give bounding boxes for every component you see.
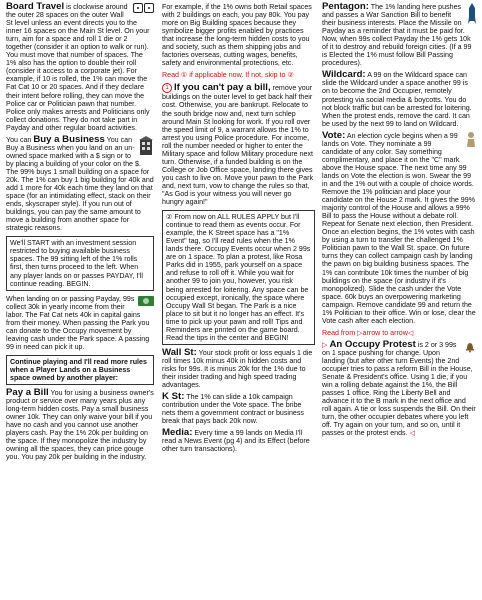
payday-section [6, 295, 154, 351]
read-note-text: Read ① if applicable now. If not, skip to ② [162, 71, 294, 80]
arrow-left-icon: ◁ [409, 429, 416, 438]
building-icon [138, 136, 154, 158]
occupy-protest-heading: An Occupy Protest [329, 338, 416, 350]
media-heading: Media: [162, 427, 193, 439]
continue-section [6, 355, 154, 385]
column-left [6, 3, 154, 465]
money-icon [138, 295, 154, 309]
k-st-text: The 1% can slide a 10k campaign contribution under the Vote space. The bribe nets them a government contract or business break that pays back 20k now. [162, 393, 304, 426]
all-rules-text: ② From now on ALL RULES APPLY but I'll continue to read them as events occur. For example, the K Street space has a "1% Event" tag, so I'll read rules when the 1% lands there. Occupy Events occur when 2 99s are on 1 space. To plan a protest, like Rosa Parks did in 1955, park yourself on a space and refuse to roll off it. While you wait for another 99 to join you, however, you risk being arrested for loitering. Any space can be occupied except, ironically, the space where Occupy Wall St began. The Park is a nice place to sit but it no longer has an effect. It's time to pick up your pawn and roll! Tips and Reminders are printed on the game board. Read the tips in the center and BEGIN! [166, 213, 311, 342]
vote-text: An election cycle begins when a 99 lands on Vote. They nominate a 99 candidate of any color. Say something complimentary, and place it on the "C" mark above the House space. The next time any 99 lands on Vote the election is won. Swear the 99 in and the 1% out with a couple of choice words. Remove the 1% politician and place your candidate on the House 2 mark. It gives the 99% majority control of the House and allows a 99% Bill to pass the House without a debate roll. Repeat for Senate next election, then President. Once an election begins, the 1% votes with cash by using a turn to transfer the challenged 1% Politician pawn to the Wall St. space. On future turns they can collect campaign cash by landing the pawn on big building business spaces. The 1% can contribute 10k times the number of big buildings on the space (or industry if it's monopolized). Slide the cash under the Vote space. 60k buys an overpowering marketing campaign. Remove candidate 99 and return the 1% Politician to their office. Win or lose, clear the Vote cash after each election. [322, 131, 476, 325]
all-rules-section [162, 210, 315, 345]
k-st-heading: K St: [162, 391, 185, 403]
read-from-text: Read from ▷arrow to arrow◁ [322, 328, 414, 337]
wall-st-section [162, 346, 315, 390]
pay-bill-text: You for using a business owner's product or service over many years plus any long-term hidden costs. Pay a small business owner 10k. They can only waive your bill if you have no cash and you cannot use another players cash. Pay the 1% 20k per building on the space. If they monopolize the industry by owning all the spaces, they can price gouge you. You pay 20k per building in the industry. [6, 389, 154, 462]
continue-text: Continue playing and I'll read more rules when a Player Lands on a Business space owned by another player: [10, 357, 147, 383]
buy-business-heading: Buy a Business [33, 133, 105, 145]
board-travel-heading: Board Travel [6, 1, 65, 12]
cant-pay-section [162, 83, 315, 206]
board-travel-section [6, 3, 154, 132]
column-right [322, 3, 476, 441]
wildcard-section [322, 71, 476, 127]
example-text: For example, if the 1% owns both Retail spaces with 2 buildings on each, you pay 80k. You pay more on Big Building spaces because they symbolize bigger profits enabled by practices that increase the long-term hidden costs to you and society, such as them shipping jobs and factories overseas, cutting wages, benefits, safety and environmental protections, etc. [162, 3, 312, 68]
pentagon-text: The 1% landing here pushes and passes a War Sanction Bill to benefit their business interests. Place the Missile on Payday as a reminder that it must be paid for. Now, when 99s collect Payday the 1% gets 10k of it to destroy and rebuild foreign cities. (If a 99 is Elected the 1% must follow Bill Passing procedures). [322, 3, 472, 68]
k-st-section [162, 393, 315, 425]
read-from-section [322, 329, 476, 337]
vote-heading: Vote: [322, 129, 346, 141]
missile-icon [468, 3, 476, 27]
wall-st-text: Your stock profit or loss equals 1 die roll times 10k minus 40k in hidden costs and risks for 99s. It is minus 20k for the 1% due to their insider trading and high speed trading advantages. [162, 348, 313, 390]
pawn-icon [466, 132, 476, 150]
media-section [162, 429, 315, 453]
media-text: Every time a 99 lands on Media I'll read a News Event (pg 4) and its Effect (before other turn transactions). [162, 429, 310, 454]
pentagon-heading: Pentagon: [322, 1, 369, 12]
number-one-icon: 1 [162, 83, 172, 93]
board-travel-text: is clockwise around the outer 28 spaces on the outer Wall St level unless an event directs you to the inner 16 spaces on the Main St level. On your turn, aim for a space and roll 1 die or 2 together (consider it an option to walk or run). You must move that number of spaces. The 1% also has the option to double their roll (consider it access to a corporate jet). For example, if 10 is rolled, the 1% can move the Fat Cat 10 or 20 spaces. And if they declare their intent before rolling, they can move the Police car or Politician pawn that number. Police only makes arrests and Politicians only collect donations. They do not take part in Payday and other regular board activities. [6, 3, 150, 132]
pentagon-section [322, 3, 476, 67]
dice-icon [133, 3, 154, 13]
bell-icon [464, 341, 476, 355]
wall-st-heading: Wall St: [162, 346, 197, 358]
cant-pay-heading: If you can't pay a bill, [173, 82, 271, 94]
wildcard-heading: Wildcard: [322, 69, 366, 81]
read-note-section [162, 71, 315, 79]
occupy-protest-text: is 2 or 3 99s on 1 space pushing for change. Upon landing (but after other turn Events) the 2nd occupier tries to pass a reform Bill in the House, Senate & President's office. Using 1 die, if you win a rolling debate against the 1%, the Bill passes 1 office. Ring the Liberty Bell and advance it to the B mark in the next office and roll again. A tie or loss suspends the Bill. On their turn, the other occupier debates where you left off. Try again on your turn, and so on, until it passes or the protest ends. [322, 340, 476, 438]
occupy-protest-section [322, 338, 476, 438]
cant-pay-text: remove your buildings on the outer level to get back half their cost. Otherwise, you are bankrupt. Relocate to the south bridge now and, next turn schlep around Main St looking for work. If you roll over the speed limit of 9, a warrant allows the 1% to arrest you using Police procedure. For income, roll the number needed or higher to enter the Military space and follow Military procedure next turn. Otherwise, if a funded building is on the College or Job Office space, landing there gives you cash to live on. Move your pawn to the Park and, next turn, vow to change the rules so that, "As God is your witness you will never go hungry again!" [162, 84, 314, 207]
pay-bill-heading: Pay a Bill [6, 387, 49, 399]
buy-business-text: You can Buy a Business when you land on an un-owned space marked with a $ sign or to by placing a building of your color on the $. The 99% buys 1 small building on a space for 20k. The 1% can buy 1 big building for 40k and add 1 more for 40k each time they land on that space (for an intimidating effect, stack on their ends, skyscraper style). If you run out of buildings, you can pay the same amount to move a building from another space for strategic reasons. [6, 135, 154, 233]
start-text: We'll START with an investment session restricted to buying available business spaces. The 99 sitting left of the 1% rolls first, then turns proceed to the left. When any player lands on or passes PAYDAY, I'll continue reading. BEGIN. [10, 239, 143, 288]
wildcard-text: A 99 on the Wildcard space can slide the Wildcard under a space another 99 is on to become the 2nd Occupier, remotely protesting via social media & boycotts. You do not block traffic but can be arrested for loitering. When the protest ends, remove the card. It can be used by the next 99 to land on Wildcard. [322, 71, 472, 128]
example-section [162, 3, 315, 67]
arrow-right-icon: ▷ [322, 340, 328, 349]
payday-text: When landing on or passing Payday, 99s collect 30k in yearly income from their labor. The Fat Cat nets 40k in capital gains from their money. When passing the Park you can donate to the Occupy movement by leaving cash under the Park space. A passing 99 in need can pick it up. [6, 294, 150, 351]
column-middle [162, 3, 315, 457]
buy-business-section [6, 133, 154, 233]
buy-business-text-prefix: You can [6, 135, 34, 144]
vote-section [322, 129, 476, 325]
start-section [6, 236, 154, 290]
pay-bill-section [6, 389, 154, 461]
